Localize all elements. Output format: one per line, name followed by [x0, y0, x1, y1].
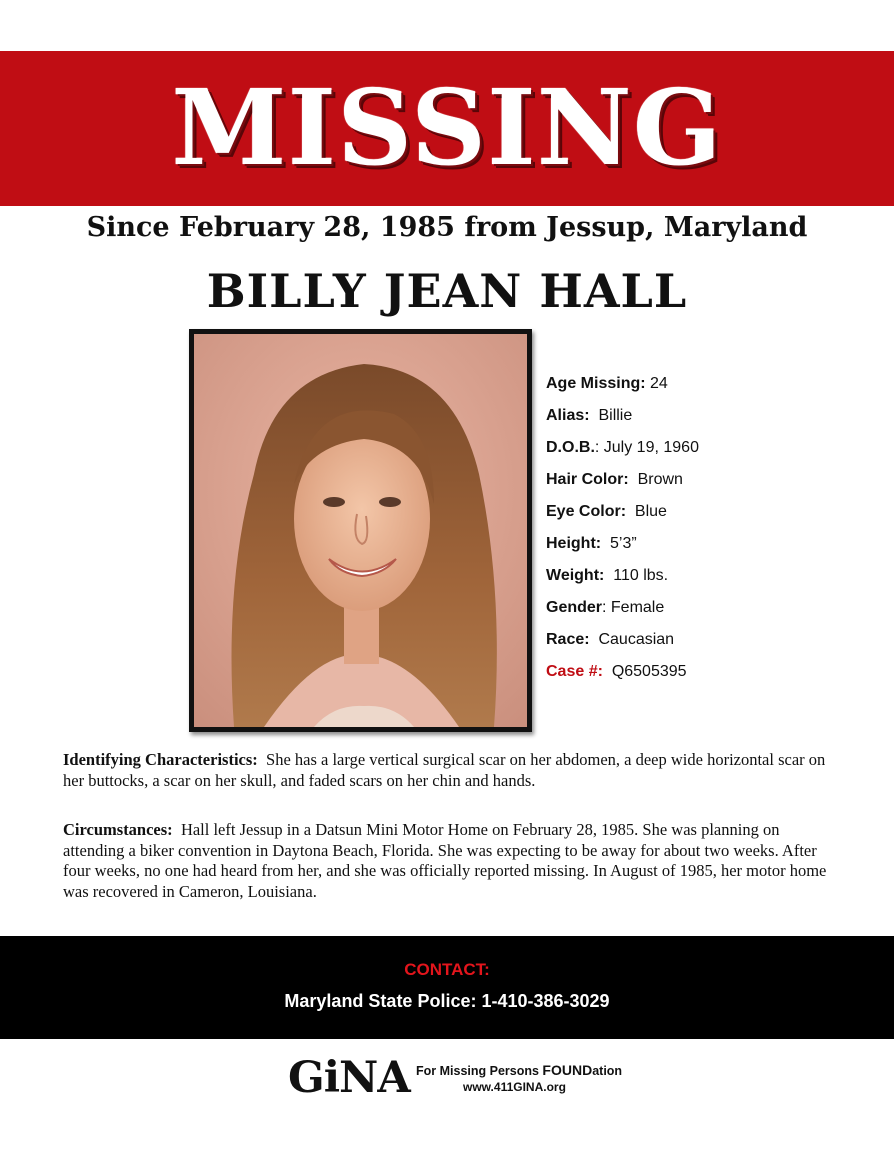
missing-since-line: Since February 28, 1985 from Jessup, Maryland [86, 212, 808, 243]
portrait-photo-icon [194, 334, 527, 727]
contact-label: CONTACT: [404, 960, 490, 979]
gina-logo [288, 1055, 628, 1105]
fact-height [546, 528, 886, 560]
fact-value: Blue [634, 503, 667, 520]
fact-label: Eye Color: [546, 503, 627, 520]
identifying-label: Identifying Characteristics: [63, 750, 258, 769]
fact-race [546, 624, 886, 656]
fact-weight [546, 560, 886, 592]
fact-list [546, 368, 886, 688]
fact-dob [546, 432, 886, 464]
fact-label: Hair Color: [546, 471, 629, 488]
fact-value: : July 19, 1960 [594, 439, 699, 456]
circumstances-text: Hall left Jessup in a Datsun Mini Motor Home on February 28, 1985. She was planning on attending a biker convention in Daytona Beach, Florida. She was expecting to be away for about two weeks. After four weeks, no one had heard from her, and she was officially reported missing. In August of 1985, her motor home was recovered in Cameron, Louisiana. [63, 820, 827, 901]
fact-value: : Female [602, 599, 665, 616]
fact-age-missing [546, 368, 886, 400]
fact-label: Race: [546, 631, 590, 648]
fact-label: Age Missing: [546, 375, 646, 392]
fact-label: Alias: [546, 407, 590, 424]
tagline-prefix: For Missing Persons [416, 1064, 543, 1078]
gina-logo-mark: GiNA [288, 1053, 410, 1103]
fact-eye-color [546, 496, 886, 528]
fact-hair-color [546, 464, 886, 496]
fact-label: Height: [546, 535, 602, 552]
person-name: BILLY JEAN HALL [206, 264, 688, 318]
identifying-characteristics [63, 750, 833, 791]
identifying-text: She has a large vertical surgical scar on her abdomen, a deep wide horizontal scar on her buttocks, a scar on her skull, and faded scars on her chin and hands. [63, 750, 826, 790]
circumstances [63, 820, 833, 902]
fact-gender [546, 592, 886, 624]
fact-value: Brown [637, 471, 683, 488]
fact-value: Q6505395 [611, 663, 687, 680]
circumstances-label: Circumstances: [63, 820, 173, 839]
fact-alias [546, 400, 886, 432]
contact-box [0, 936, 894, 1039]
fact-value: 110 lbs. [613, 567, 669, 584]
fact-value: 5’3” [610, 535, 637, 552]
person-photo [189, 329, 532, 732]
fact-value: 24 [650, 375, 668, 392]
fact-value: Caucasian [598, 631, 675, 648]
fact-case-number [546, 656, 886, 688]
tagline-bold: FOUND [542, 1062, 593, 1078]
contact-phone: Maryland State Police: 1-410-386-3029 [284, 991, 610, 1011]
fact-label: D.O.B. [546, 439, 595, 456]
gina-url: www.411GINA.org [463, 1080, 566, 1094]
fact-label: Gender [546, 599, 603, 616]
missing-title: MISSING [171, 66, 723, 189]
fact-label: Weight: [546, 567, 605, 584]
fact-label: Case #: [546, 663, 603, 680]
tagline-suffix: ation [592, 1064, 623, 1078]
fact-value: Billie [598, 407, 633, 424]
gina-tagline [416, 1063, 622, 1079]
